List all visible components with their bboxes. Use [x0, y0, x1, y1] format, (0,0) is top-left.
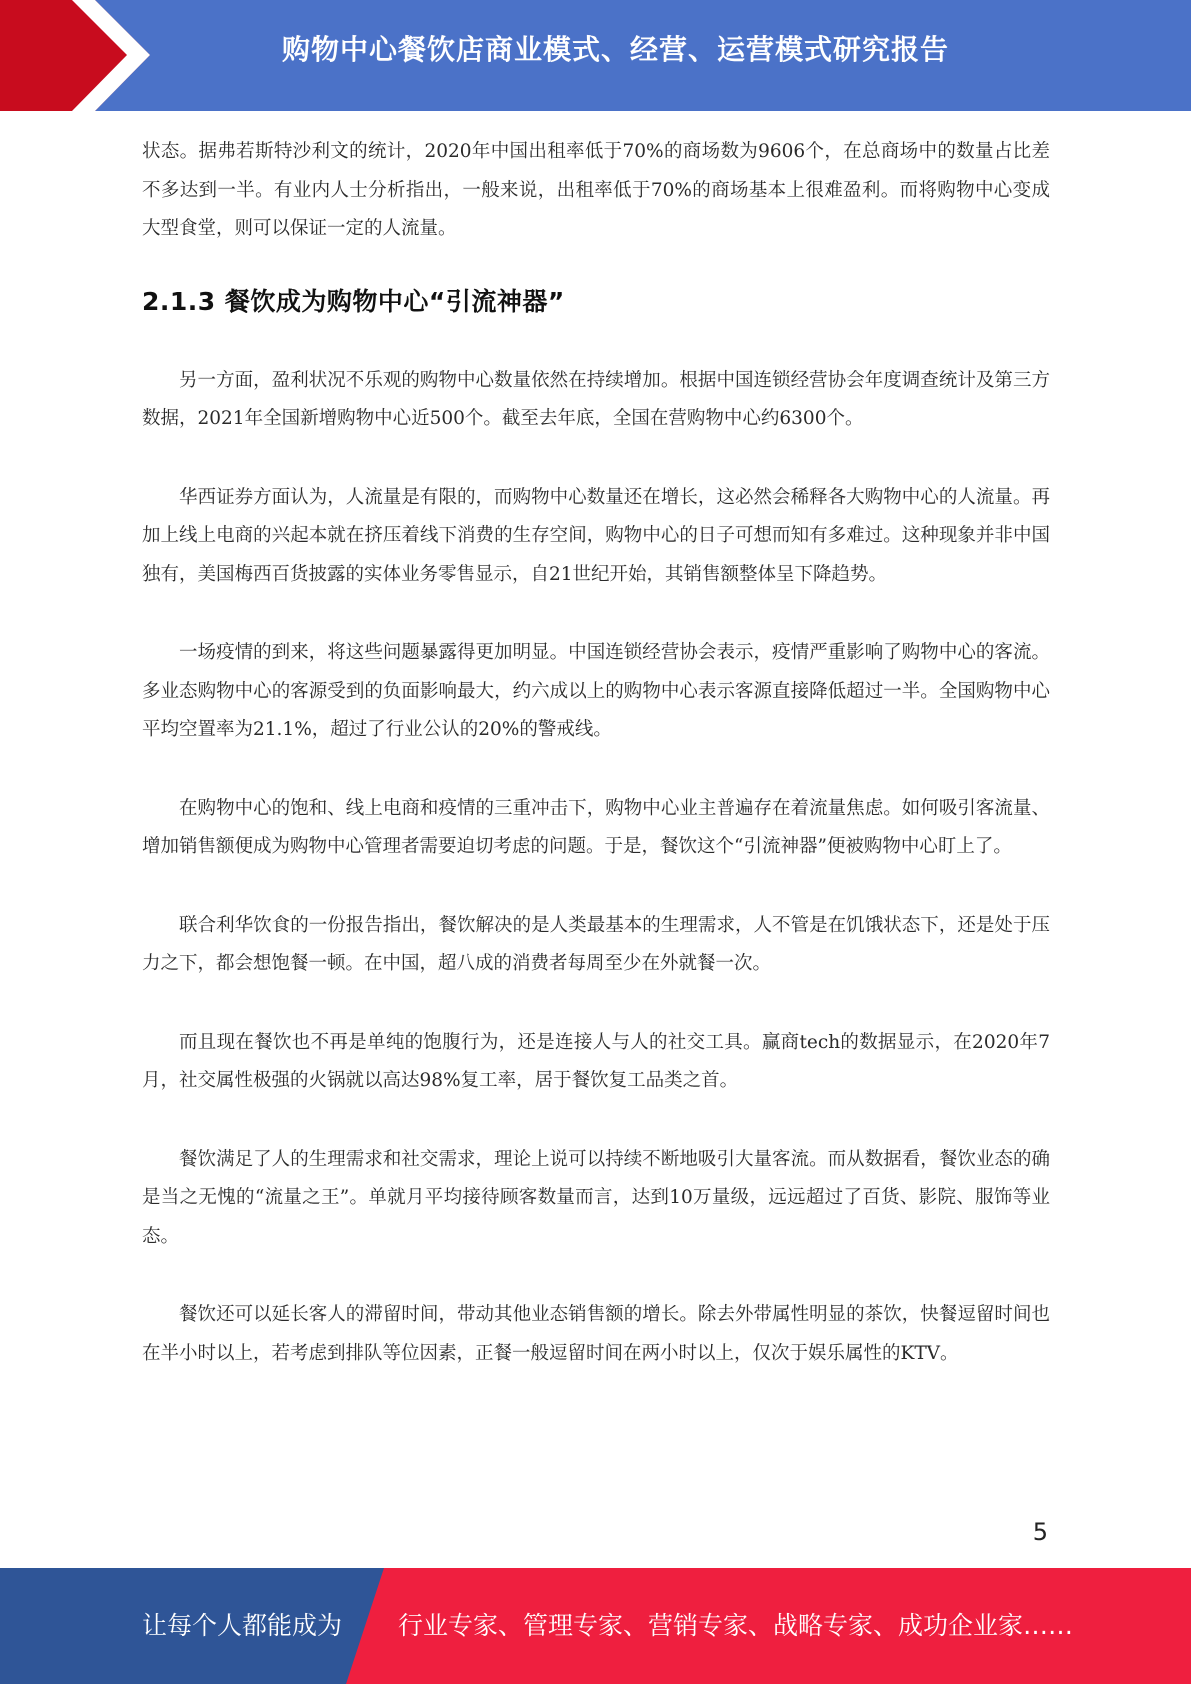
body-paragraph: 餐饮还可以延长客人的滞留时间，带动其他业态销售额的增长。除去外带属性明显的茶饮，快餐逗留时间也在半小时以上，若考虑到排队等位因素，正餐一般逗留时间在两小时以上，仅次于娱乐属性的KTV。: [142, 1304, 1050, 1364]
header-band: [0, 0, 1191, 111]
footer-slogan-right: 行业专家、管理专家、营销专家、战略专家、成功企业家……: [398, 1611, 1074, 1640]
body-paragraph: 一场疫情的到来，将这些问题暴露得更加明显。中国连锁经营协会表示，疫情严重影响了购物中心的客流。多业态购物中心的客源受到的负面影响最大，约六成以上的购物中心表示客源直接降低超过一半。全国购物中心平均空置率为21.1%，超过了行业公认的20%的警戒线。: [142, 642, 1050, 740]
body-paragraph: 在购物中心的饱和、线上电商和疫情的三重冲击下，购物中心业主普遍存在着流量焦虑。如何吸引客流量、增加销售额便成为购物中心管理者需要迫切考虑的问题。于是，餐饮这个“引流神器”便被购物中心盯上了。: [142, 797, 1050, 857]
header-chevron-decoration: [0, 0, 160, 111]
body-paragraph: 华西证券方面认为，人流量是有限的，而购物中心数量还在增长，这必然会稀释各大购物中心的人流量。再加上线上电商的兴起本就在挤压着线下消费的生存空间，购物中心的日子可想而知有多难过。这种现象并非中国独有，美国梅西百货披露的实体业务零售显示，自21世纪开始，其销售额整体呈下降趋势。: [142, 486, 1050, 585]
body-paragraph: 另一方面，盈利状况不乐观的购物中心数量依然在持续增加。根据中国连锁经营协会年度调查统计及第三方数据，2021年全国新增购物中心近500个。截至去年底，全国在营购物中心约6300个。: [142, 369, 1050, 429]
footer-band: [0, 1568, 1191, 1684]
intro-paragraph: 状态。据弗若斯特沙利文的统计，2020年中国出租率低于70%的商场数为9606个，在总商场中的数量占比差不多达到一半。有业内人士分析指出，一般来说，出租率低于70%的商场基本上很难盈利。而将购物中心变成大型食堂，则可以保证一定的人流量。: [142, 141, 1050, 239]
section-heading: 2.1.3 餐饮成为购物中心“引流神器”: [142, 286, 565, 316]
document-body: [142, 133, 1050, 1413]
footer-slogan-left: 让每个人都能成为: [142, 1611, 343, 1640]
body-paragraph: 餐饮满足了人的生理需求和社交需求，理论上说可以持续不断地吸引大量客流。而从数据看，餐饮业态的确是当之无愧的“流量之王”。单就月平均接待顾客数量而言，达到10万量级，远远超过了百货、影院、服饰等业态。: [142, 1148, 1050, 1247]
header-title: 购物中心餐饮店商业模式、经营、运营模式研究报告: [281, 33, 949, 66]
body-paragraph: 而且现在餐饮也不再是单纯的饱腹行为，还是连接人与人的社交工具。赢商tech的数据显示，在2020年7月，社交属性极强的火锅就以高达98%复工率，居于餐饮复工品类之首。: [142, 1031, 1050, 1091]
body-paragraph: 联合利华饮食的一份报告指出，餐饮解决的是人类最基本的生理需求，人不管是在饥饿状态下，还是处于压力之下，都会想饱餐一顿。在中国，超八成的消费者每周至少在外就餐一次。: [142, 914, 1050, 974]
page-number: 5: [1032, 1518, 1048, 1546]
